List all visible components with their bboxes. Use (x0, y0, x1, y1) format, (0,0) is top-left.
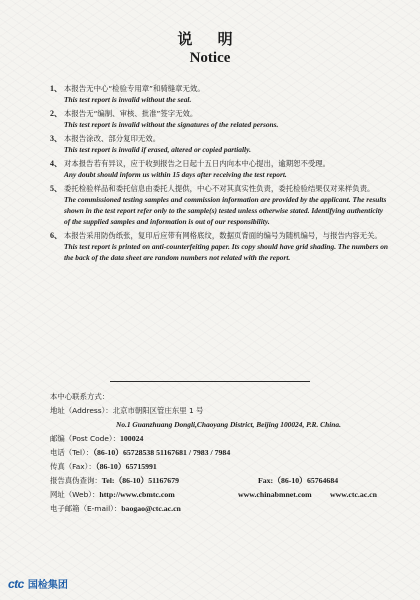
notice-text-chinese: 本报告采用防伪纸张，复印后应带有网格底纹，数据页背面的编号为随机编号，与报告内容无关。 (64, 231, 382, 240)
notice-number: 6、 (50, 231, 62, 240)
contact-info (50, 390, 400, 516)
ctc-logo (8, 576, 68, 591)
postcode-label: 邮编（Post Code）： (50, 434, 120, 443)
notice-number: 2、 (50, 109, 62, 118)
address-row (50, 404, 400, 418)
section-divider (110, 381, 310, 382)
title-chinese: 说 明 (177, 30, 243, 48)
query-row (50, 474, 400, 488)
address-english: No.1 Guanzhuang Dongli,Chaoyang District, Beijing 100024, P.R. China. (116, 420, 341, 429)
email-row (50, 502, 400, 516)
email-label: 电子邮箱（E-mail）： (50, 504, 122, 513)
ctc-logo-mark: ctc (8, 576, 24, 591)
address-label: 地址（Address）： (50, 406, 113, 415)
title-english: Notice (189, 50, 231, 66)
query-fax: Fax:（86-10）65764684 (258, 476, 339, 485)
query-tel: Tel:（86-10）51167679 (101, 476, 179, 485)
postcode-row (50, 432, 400, 446)
tel-row (50, 446, 400, 460)
fax-value: （86-10）65715991 (95, 462, 157, 471)
web-link-ctc[interactable]: www.ctc.ac.cn (330, 490, 377, 499)
web-label: 网址（Web）： (50, 490, 100, 499)
notice-text-chinese: 委托检验样品和委托信息由委托人提供，中心不对其真实性负责，委托检验结果仅对来样负责。 (64, 184, 375, 193)
notice-item (50, 108, 390, 130)
notice-text-english: Any doubt should inform us within 15 days after receiving the test report. (64, 170, 287, 179)
web-link-chinabmnet[interactable]: www.chinabmnet.com (238, 490, 312, 499)
notice-number: 3、 (50, 134, 62, 143)
notice-list (50, 83, 390, 266)
notice-text-english: This test report is invalid without the seal. (64, 95, 192, 104)
notice-text-english: This test report is printed on anti-counterfeiting paper. Its copy should have grid shading. The numbers on the back of the data sheet are random numbers not related with the report. (64, 242, 389, 262)
notice-text-chinese: 本报告涂改、部分复印无效。 (64, 134, 161, 143)
web-link-cbmtc[interactable]: http://www.cbmtc.com (99, 490, 175, 499)
notice-item (50, 230, 390, 263)
fax-label: 传真（Fax）： (50, 462, 96, 471)
notice-text-english: This test report is invalid if erased, altered or copied partially. (64, 145, 251, 154)
notice-text-chinese: 本报告无中心“检验专用章”和骑缝章无效。 (64, 84, 205, 93)
address-chinese: 北京市朝阳区管庄东里 1 号 (112, 406, 204, 415)
notice-text-chinese: 对本报告若有异议，应于收到报告之日起十五日内向本中心提出，逾期恕不受理。 (64, 159, 331, 168)
email-link[interactable]: baogao@ctc.ac.cn (121, 504, 181, 513)
notice-item (50, 83, 390, 105)
query-label: 报告真伪查询： (50, 476, 102, 485)
notice-item (50, 183, 390, 227)
notice-text-chinese: 本报告无“编制、审核、批准”签字无效。 (64, 109, 198, 118)
postcode-value: 100024 (120, 434, 144, 443)
contact-heading: 本中心联系方式： (50, 392, 110, 401)
notice-number: 4、 (50, 159, 62, 168)
tel-label: 电话（Tel）： (50, 448, 94, 457)
ctc-logo-name: 国检集团 (27, 580, 68, 591)
notice-text-english: The commissioned testing samples and commission information are provided by the applicant. The results shown in the test report refer only to the sample(s) tested unless otherwise stated. Identifying authenticity of the supplied samples and information is out of our responsibility. (64, 195, 387, 226)
notice-item (50, 158, 390, 180)
notice-item (50, 133, 390, 155)
tel-value: （86-10）65728538 51167681 / 7983 / 7984 (93, 448, 231, 457)
fax-row (50, 460, 400, 474)
web-row (50, 488, 400, 502)
notice-number: 1、 (50, 84, 62, 93)
notice-number: 5、 (50, 184, 62, 193)
notice-text-english: This test report is invalid without the signatures of the related persons. (64, 120, 279, 129)
